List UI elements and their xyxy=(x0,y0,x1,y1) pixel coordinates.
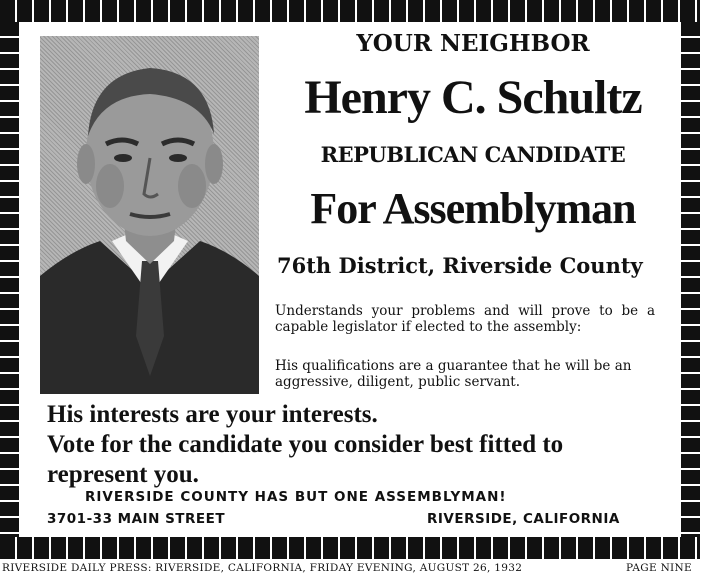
page-number: PAGE NINE xyxy=(626,562,692,574)
slogan-line-3: represent you. xyxy=(47,461,199,488)
office-title: For Assemblyman xyxy=(310,184,636,233)
candidate-name: Henry C. Schultz xyxy=(304,71,642,124)
city-state: RIVERSIDE, CALIFORNIA xyxy=(427,511,620,527)
decorative-border-left xyxy=(0,22,19,537)
party-label: REPUBLICAN CANDIDATE xyxy=(320,142,626,167)
street-address: 3701-33 MAIN STREET xyxy=(47,511,226,527)
slogan-line-2: Vote for the candidate you consider best fitted to xyxy=(47,431,564,458)
qualifications-paragraph-2: His qualifications are a guarantee that he will be an aggressive, diligent, public servant. xyxy=(275,358,632,390)
slogan-line-1: His interests are your interests. xyxy=(47,401,378,428)
candidate-portrait-photo xyxy=(40,36,259,394)
heading-your-neighbor: YOUR NEIGHBOR xyxy=(356,30,590,57)
district-label: 76th District, Riverside County xyxy=(277,253,643,278)
decorative-border-right xyxy=(681,22,700,537)
newspaper-masthead-line: RIVERSIDE DAILY PRESS: RIVERSIDE, CALIFORNIA, FRIDAY EVENING, AUGUST 26, 1932 xyxy=(2,562,523,574)
assemblyman-notice: RIVERSIDE COUNTY HAS BUT ONE ASSEMBLYMAN! xyxy=(85,489,507,505)
advertisement-panel xyxy=(19,22,681,537)
qualifications-paragraph-1: Understands your problems and will prove to be a capable legislator if elected to the assembly: xyxy=(275,303,655,335)
decorative-border-bottom xyxy=(0,537,700,559)
decorative-border-top xyxy=(0,0,700,22)
portrait-illustration xyxy=(40,36,259,394)
